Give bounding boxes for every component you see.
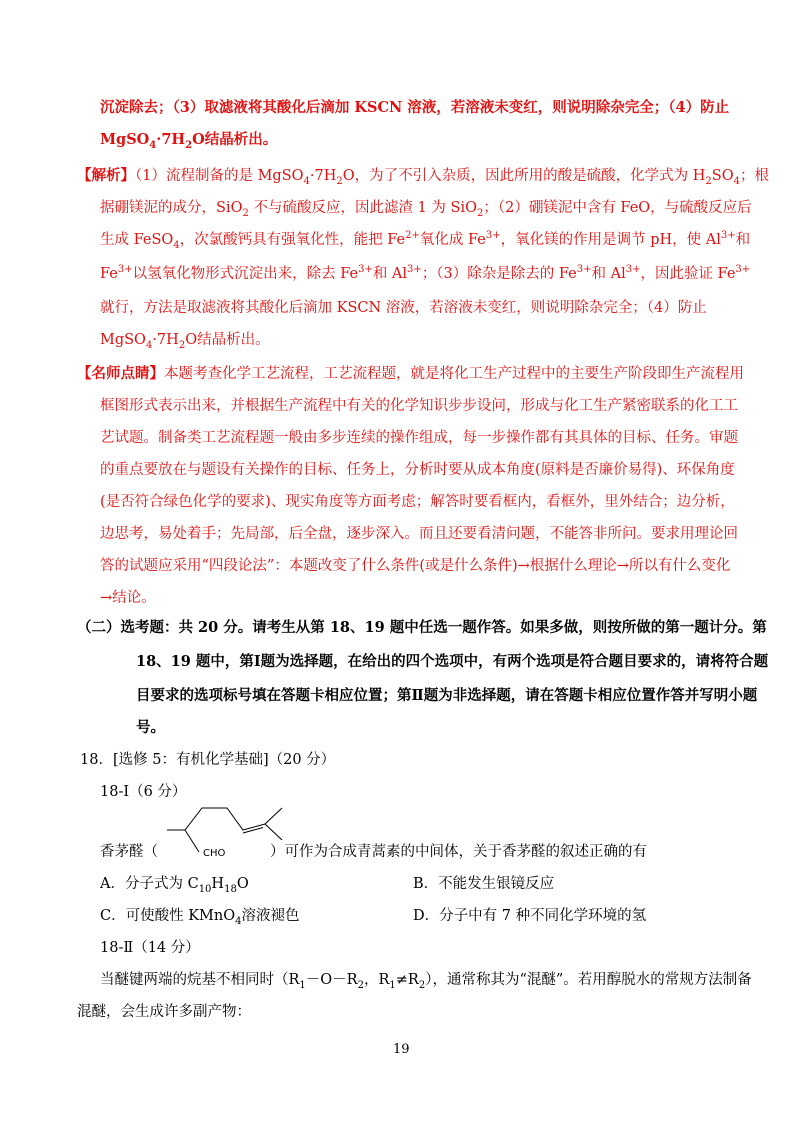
teacher-line-1: 【名师点睛】本题考查化学工艺流程，工艺流程题，就是将化工生产过程中的主要生产阶段即生产流程用 [77,365,744,382]
analysis-line-3: 生成 FeSO$_4$，次氯酸钙具有强氧化性，能把 $Fe^{2+}$氧化成 $Fe^{3+}$，氧化镁的作用是调节 pH，使 $Al^{3+}$和 [100,230,751,251]
q18-stem-a: 香茅醛（ [100,844,158,860]
q18-title: 18．[选修 5：有机化学基础]（20 分） [80,752,336,768]
teacher-line-7: 答的试题应采用“四段论法”：本题改变了什么条件(或是什么条件)→根据什么理论→所以有什么变化 [100,558,731,574]
analysis-label: 【解析】 [77,167,135,184]
teacher-line-2: 框图形式表示出来，并根据生产流程中有关的化学知识步步设问，形成与化工生产紧密联系的化工工 [100,398,738,414]
section2-line-3: 目要求的选项标号填在答题卡相应位置；第Ⅱ题为非选择题，请在答题卡相应位置作答并写明小题 [136,687,758,704]
answer-line-1: 沉淀除去；（3）取滤液将其酸化后滴加 KSCN 溶液，若溶液未变红，则说明除杂完全；（4）防止 [100,99,730,116]
q18-part2-para-2: 混醚，会生成许多副产物： [77,1004,251,1020]
q18-part2: 18-Ⅱ（14 分） [100,940,200,956]
aldehyde-group: CHO [203,848,226,859]
section2-line-2: 18、19 题中，第Ⅰ题为选择题，在给出的四个选项中，有两个选项是符合题目要求的，请将符合题 [136,653,769,670]
option-c: C．可使酸性 KMnO$_4$溶液褪色 [100,908,300,927]
analysis-line-5: 就行，方法是取滤液将其酸化后滴加 KSCN 溶液，若溶液未变红，则说明除杂完全；（4）防止 [100,300,707,316]
analysis-line-6: $MgSO_4\cdot 7H_2O$结晶析出。 [100,332,270,351]
analysis-line-2: 据硼镁泥的成分，SiO$_2$ 不与硫酸反应，因此滤渣 1 为 SiO$_2$；（2）硼镁泥中含有 FeO，与硫酸反应后 [100,200,752,219]
teacher-line-8: →结论。 [100,590,156,606]
analysis-line-4: $Fe^{3+}$以氢氧化物形式沉淀出来，除去 $Fe^{3+}$和 $Al^{3+}$；（3）除杂是除去的 $Fe^{3+}$和 $Al^{3+}$，因此验证 $Fe^{3+}$ [100,264,751,282]
section2-line-1: （二）选考题：共 20 分。请考生从第 18、19 题中任选一题作答。如果多做，则按所做的第一题计分。第 [77,619,767,636]
teacher-line-4: 的重点要放在与题设有关操作的目标、任务上，分析时要从成本角度(原料是否廉价易得)、环保角度 [100,462,735,478]
option-b: B．不能发生银镜反应 [413,876,555,892]
teacher-line-3: 艺试题。制备类工艺流程题一般由多步连续的操作组成，每一步操作都有其具体的目标、任务。审题 [100,430,738,446]
q18-part2-para-1: 当醚键两端的烷基不相同时（$R_1-O-R_2$，$R_1\ne R_2$），通常称其为“混醚”。若用醇脱水的常规方法制备 [100,972,752,991]
teacher-line-6: 边思考，易处着手；先局部，后全盘，逐步深入。而且还要看清问题，不能答非所问。要求用理论回 [100,526,738,542]
page-number: 19 [393,1042,410,1057]
section2-line-4: 号。 [136,719,165,736]
teacher-label: 【名师点睛】 [77,365,164,382]
option-d: D．分子中有 7 种不同化学环境的氢 [413,908,647,924]
q18-stem-b: ）可作为合成青蒿素的中间体，关于香茅醛的叙述正确的有 [270,844,647,860]
option-a: A．分子式为 $C_{10}H_{18}O$ [100,876,249,895]
teacher-line-5: (是否符合绿色化学的要求)、现实角度等方面考虑；解答时要看框内，看框外，里外结合；边分析， [100,494,735,510]
analysis-line-1: 【解析】（1）流程制备的是 $MgSO_4\cdot 7H_2O$，为了不引入杂质，因此所用的酸是硫酸，化学式为 $H_2SO_4$；根 [77,167,769,187]
q18-part1: 18-Ⅰ（6 分） [100,784,187,800]
answer-line-2: $MgSO_4\cdot 7H_2O$结晶析出。 [100,131,278,151]
